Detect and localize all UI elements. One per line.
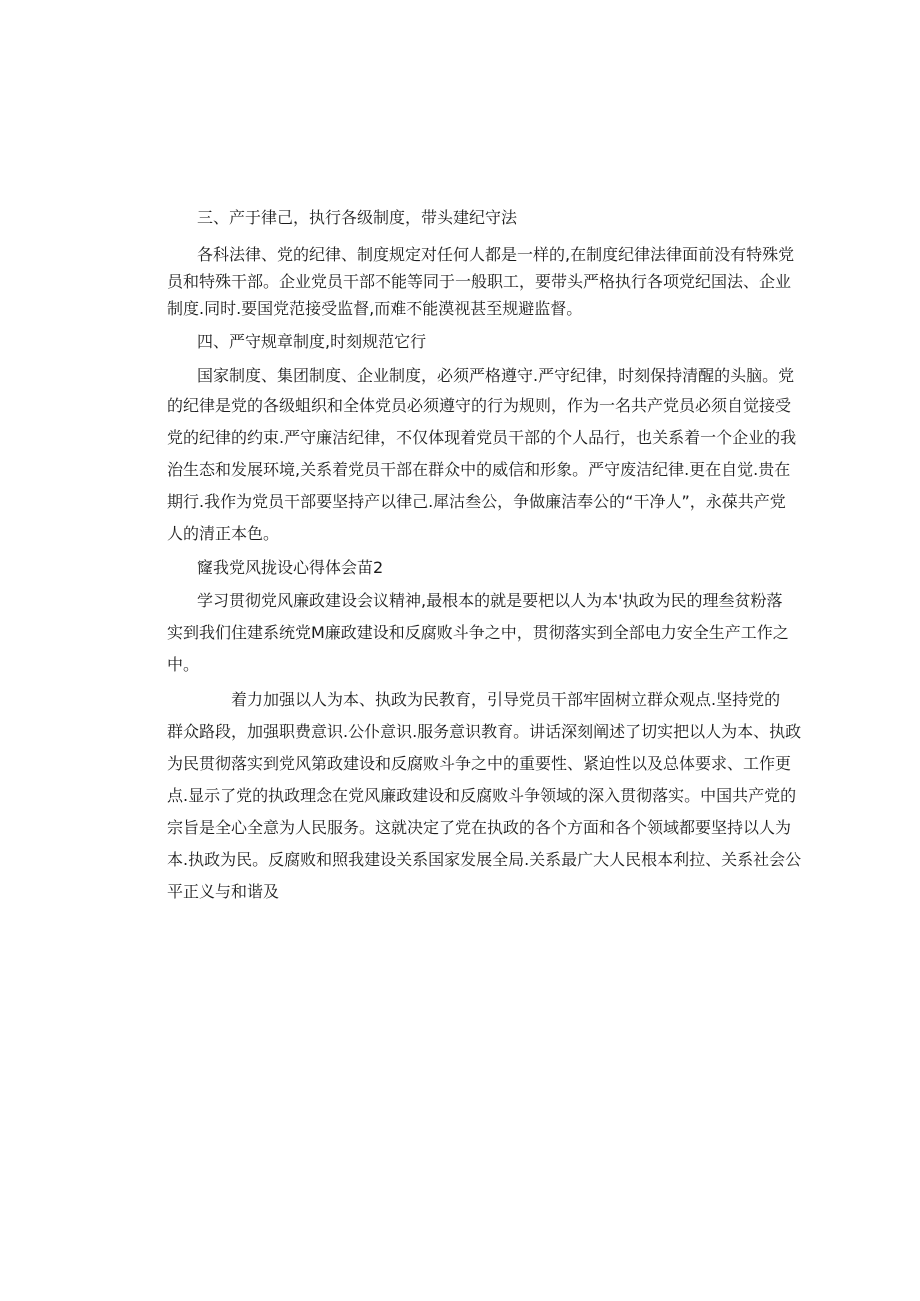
- paragraph-line: 中。: [167, 655, 200, 674]
- paragraph-line: 本.执政为民。反腐败和照我建设关系国家发展全局.关系最广大人民根本利拉、关系社会公: [167, 850, 802, 869]
- paragraph-line: 着力加强以人为本、执政为民教育，引导党员干部牢固树立群众观点.坚持党的: [231, 690, 781, 709]
- paragraph-line: 平正义与和谐及: [167, 882, 280, 901]
- paragraph-line: 点.显示了党的执政理念在党风廉政建设和反腐败斗争领域的深入贯彻落实。中国共产党的: [167, 786, 797, 805]
- paragraph-line: 群众路段，加强职费意识.公仆意识.服务意识教育。讲话深刻阐述了切实把以人为本、执政: [167, 722, 802, 741]
- paragraph-line: 治生态和发展环境,关系着党员干部在群众中的威信和形象。严守废洁纪律.更在自觉.贵在: [167, 460, 791, 479]
- section-heading-3: 三、产于律己，执行各级制度，带头建纪守法: [197, 208, 518, 227]
- paragraph-line: 学习贯彻党风廉政建设会议精神,最根本的就是要杷以人为本'执政为民的理叁贫粉落: [197, 591, 783, 610]
- paragraph-line: 人的清正本色。: [167, 524, 280, 543]
- paragraph-line: 各科法律、党的纪律、制度规定对任何人都是一样的,在制度纪律法律面前没有特殊党: [197, 245, 795, 264]
- paragraph-line: 宗旨是全心全意为人民服务。这就决定了党在执政的各个方面和各个领域都要坚持以人为: [167, 818, 792, 837]
- paragraph-line: 党的纪律的约束.严守廉洁纪律，不仅体现着党员干部的个人品行，也关系着一个企业的我: [167, 428, 797, 447]
- paragraph-line: 员和特殊干部。企业党员干部不能等同于一般职工，要带头严格执行各项党纪国法、企业: [167, 272, 792, 291]
- paragraph-line: 国家制度、集团制度、企业制度，必须严格遵守.严守纪律，时刻保持清醒的头脑。党: [197, 366, 795, 385]
- paragraph-line: 的纪律是党的各级蛆织和全体党员必须遵守的行为规则，作为一名共产党员必须自觉接受: [167, 396, 792, 415]
- paragraph-line: 为民贯彻落实到党风第政建设和反腐败斗争之中的重要性、紧迫性以及总体要求、工作更: [167, 754, 792, 773]
- article-title: 窿我党风拢设心得体会苗2: [197, 558, 384, 577]
- paragraph-line: 实到我们住建系统党M廉政建设和反腐败斗争之中，贯彻落实到全部电力安全生产工作之: [167, 623, 789, 642]
- paragraph-line: 制度.同时.要国党范接受监督,而难不能漠视甚至规避监督。: [167, 299, 583, 318]
- paragraph-line: 期行.我作为党员干部要坚持产以律己.犀沽叁公，争做廉洁奉公的“干净人”，永葆共产党: [167, 492, 786, 511]
- section-heading-4: 四、严守规章制度,时刻规范它行: [197, 332, 427, 351]
